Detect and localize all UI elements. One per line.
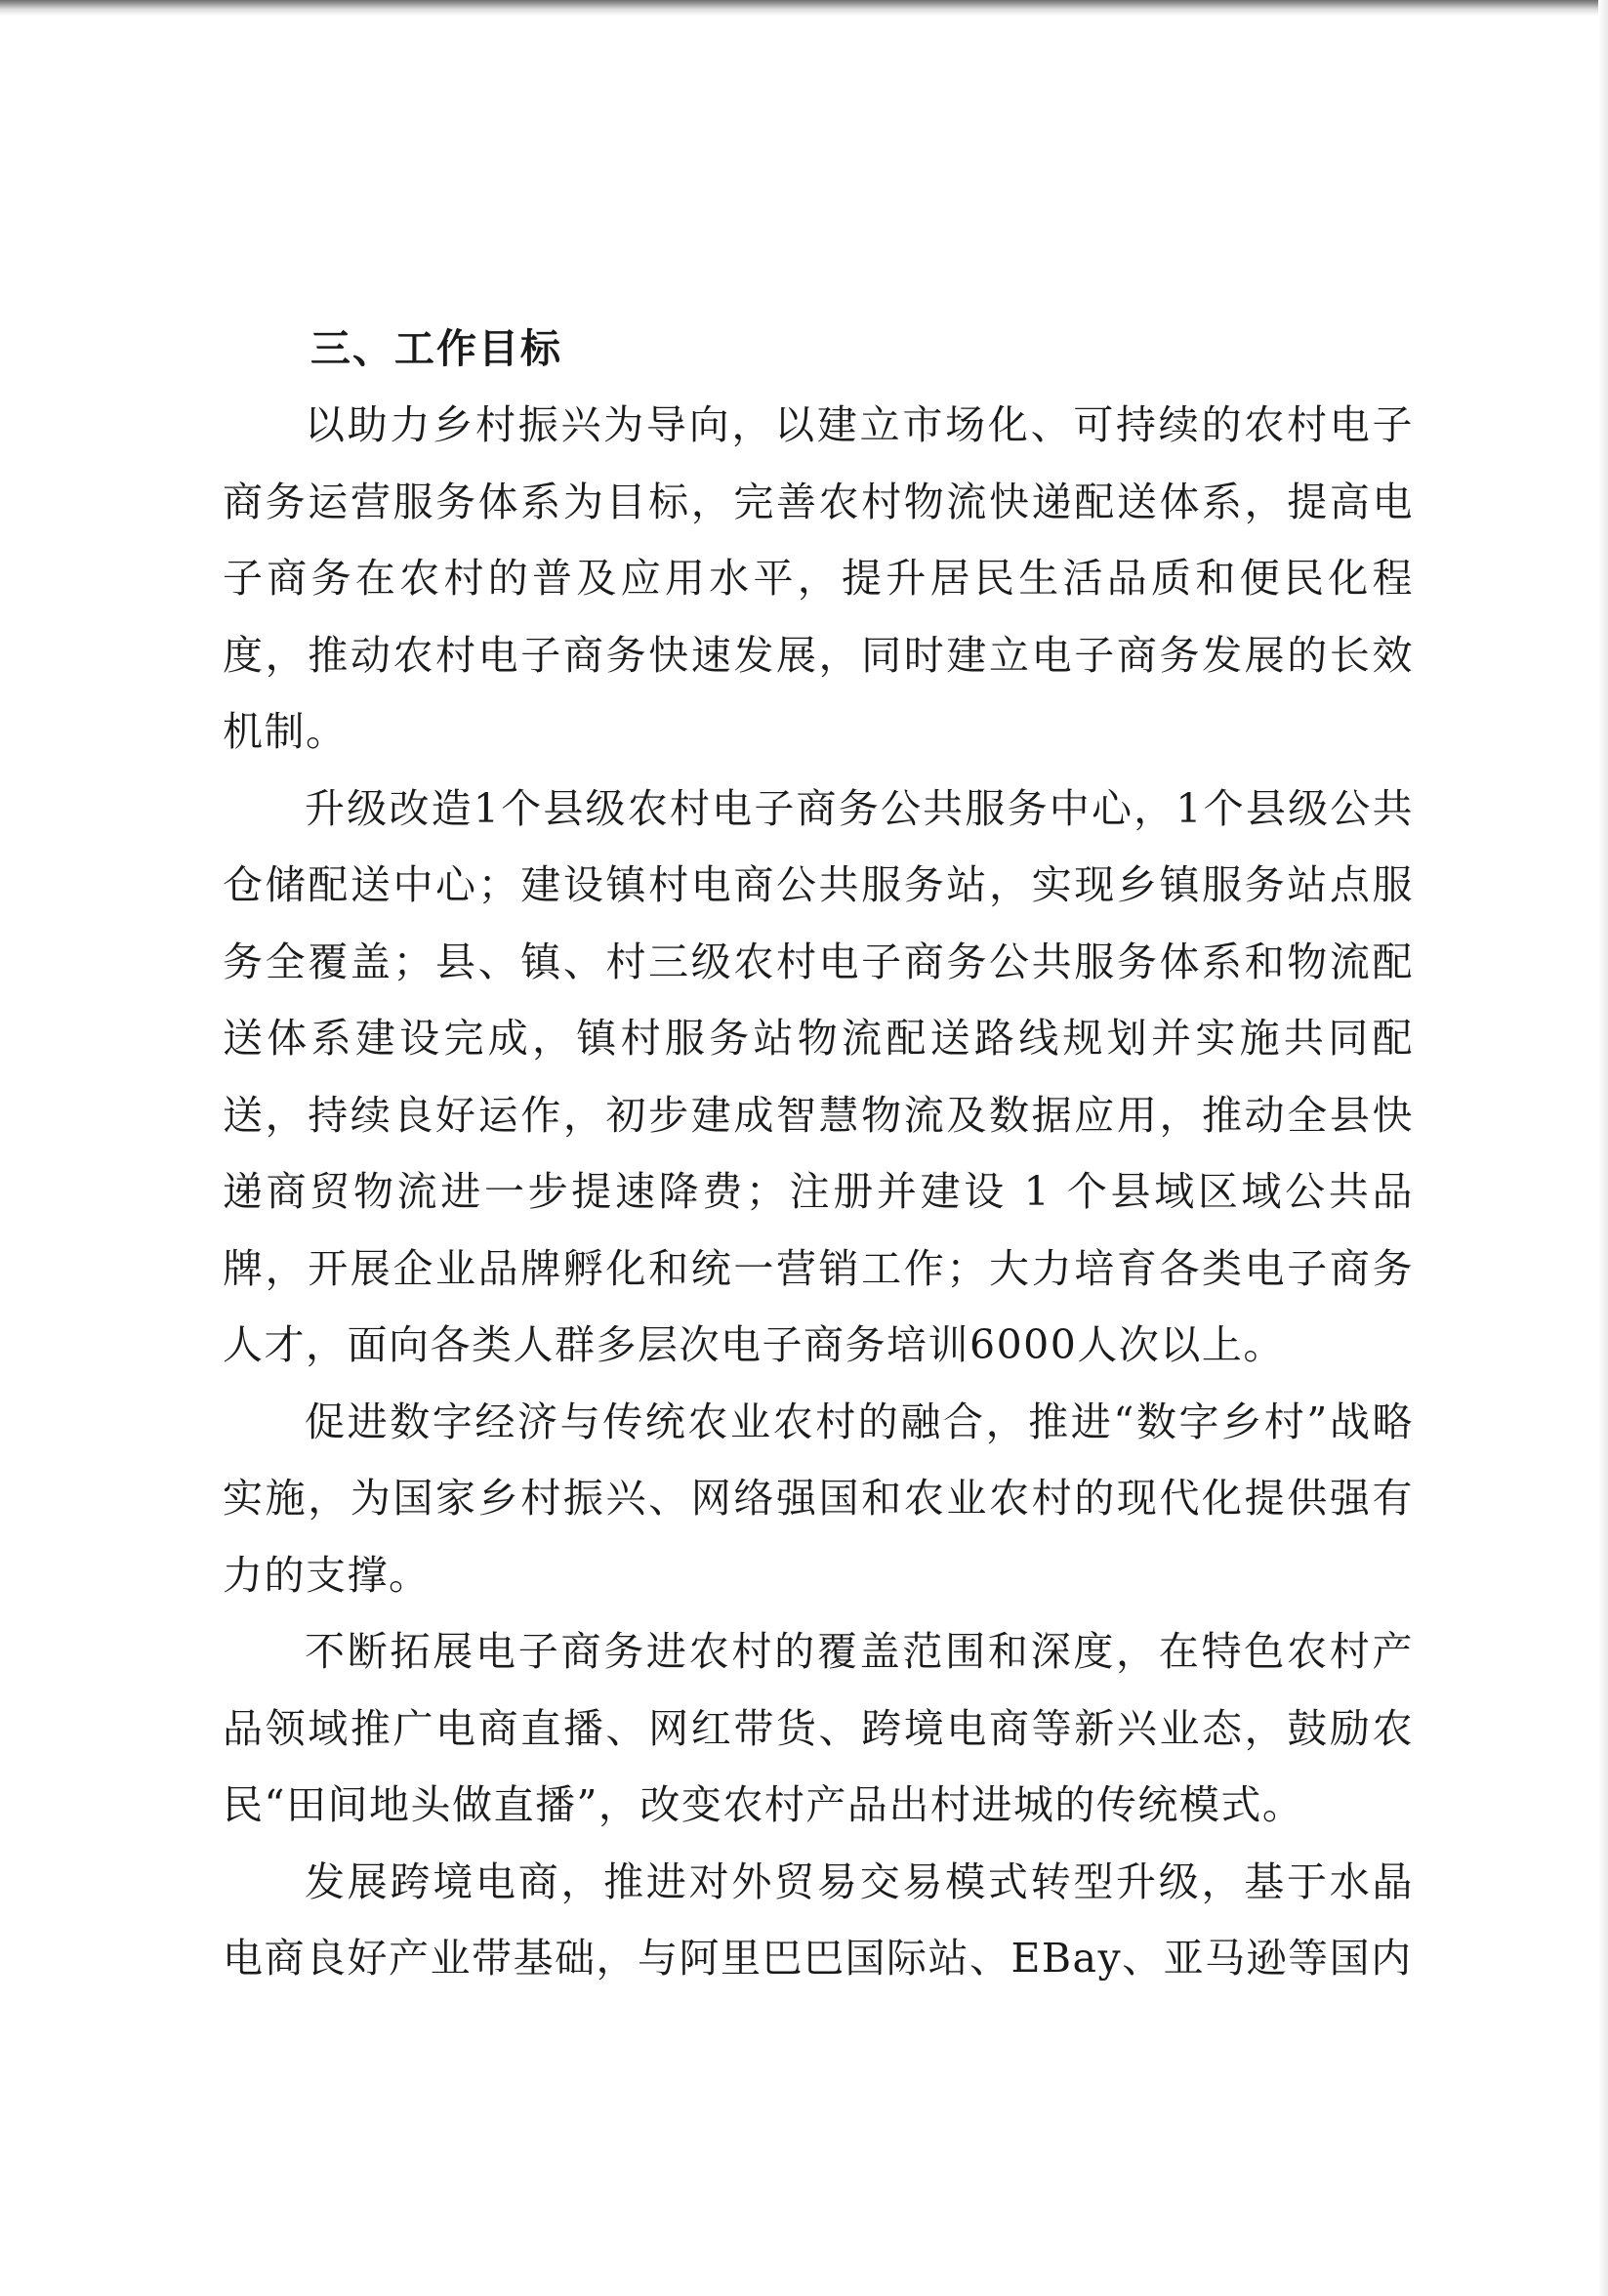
paragraph-3: 促进数字经济与传统农业农村的融合，推进“数字乡村”战略实施，为国家乡村振兴、网络强国和农业农村的现代化提供强有力的支撑。 [223, 1398, 1414, 1599]
scan-right-edge [1598, 0, 1608, 2296]
paragraph-4: 不断拓展电子商务进农村的覆盖范围和深度，在特色农村产品领域推广电商直播、网红带货、跨境电商等新兴业态，鼓励农民“田间地头做直播”，改变农村产品出村进城的传统模式。 [223, 1628, 1414, 1828]
section-heading: 三、工作目标 [310, 325, 562, 372]
paragraph-5: 发展跨境电商，推进对外贸易交易模式转型升级，基于水晶电商良好产业带基础，与阿里巴巴国际站、EBay、亚马逊等国内 [223, 1858, 1414, 1982]
scan-top-edge [0, 0, 1608, 16]
document-body [223, 311, 1414, 1997]
paragraph-1: 以助力乡村振兴为导向，以建立市场化、可持续的农村电子商务运营服务体系为目标，完善农村物流快递配送体系，提高电子商务在农村的普及应用水平，提升居民生活品质和便民化程度，推动农村电子商务快速发展，同时建立电子商务发展的长效机制。 [223, 401, 1414, 755]
paragraph-2: 升级改造1个县级农村电子商务公共服务中心，1个县级公共仓储配送中心；建设镇村电商公共服务站，实现乡镇服务站点服务全覆盖；县、镇、村三级农村电子商务公共服务体系和物流配送体系建设完成，镇村服务站物流配送路线规划并实施共同配送，持续良好运作，初步建成智慧物流及数据应用，推动全县快递商贸物流进一步提速降费；注册并建设 1 个县域区域公共品牌，开展企业品牌孵化和统一营销工作；大力培育各类电子商务人才，面向各类人群多层次电子商务培训6000人次以上。 [223, 784, 1414, 1368]
